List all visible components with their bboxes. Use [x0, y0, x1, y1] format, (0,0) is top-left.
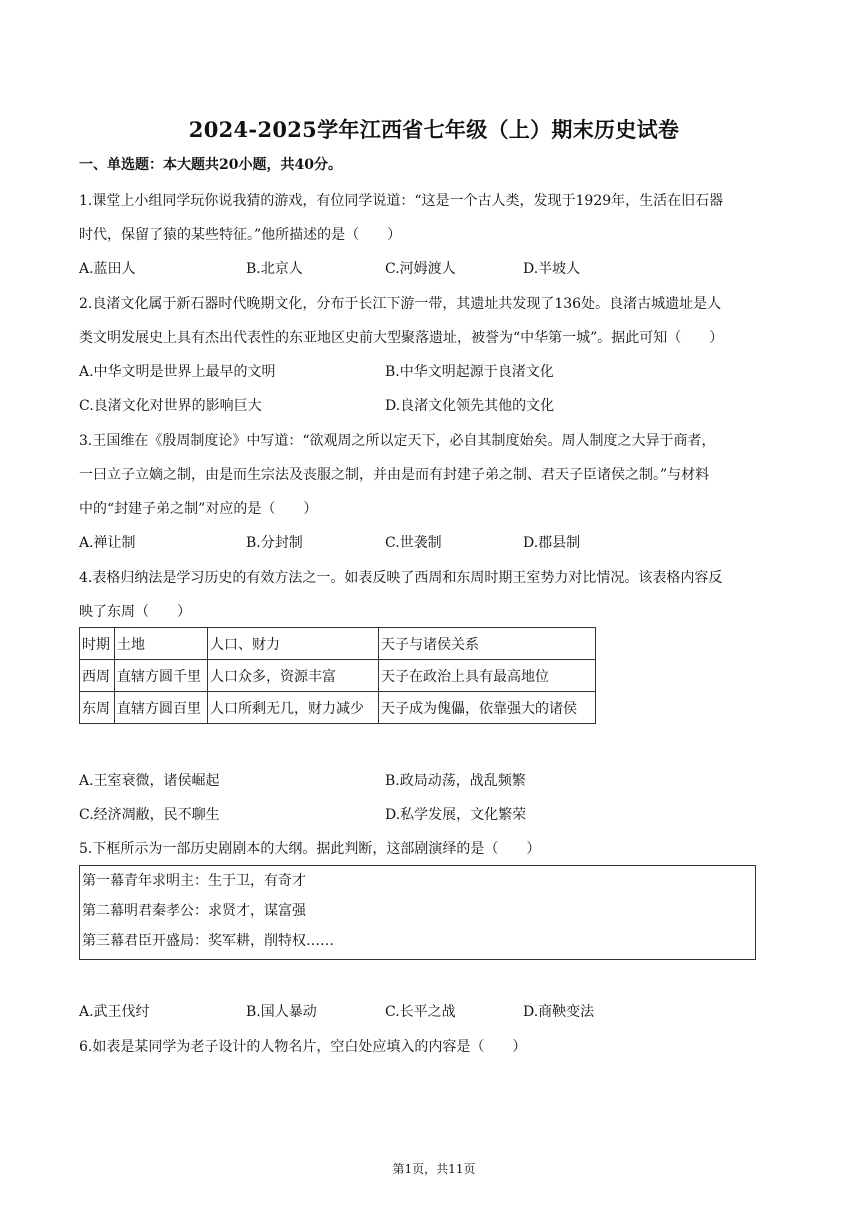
table-cell: 天子与诸侯关系: [379, 628, 596, 660]
q3-option-a: A.禅让制: [79, 535, 136, 551]
page-title: 2024-2025学年江西省七年级（上）期末历史试卷: [188, 117, 680, 142]
question-3-line-1: 3.王国维在《殷周制度论》中写道：“欲观周之所以定天下，必自其制度始矣。周人制度之大异于商者，: [79, 433, 716, 449]
page-footer: 第1页，共11页: [392, 1162, 476, 1176]
table-cell: 土地: [115, 628, 208, 660]
table-cell: 人口众多，资源丰富: [208, 660, 379, 692]
table-cell: 东周: [80, 692, 115, 724]
outline-line: 第二幕明君秦孝公：求贤才，谋富强: [82, 903, 306, 919]
q4-option-a: A.王室衰微，诸侯崛起: [79, 773, 220, 789]
table-row: [80, 692, 596, 724]
section-heading: 一、单选题：本大题共20小题，共40分。: [79, 157, 342, 173]
q1-option-b: B.北京人: [246, 261, 303, 277]
script-outline-box: [79, 865, 756, 960]
table-cell: 人口、财力: [208, 628, 379, 660]
q4-option-c: C.经济凋敝，民不聊生: [79, 807, 220, 823]
q5-option-b: B.国人暴动: [246, 1004, 317, 1020]
table-cell: 时期: [80, 628, 115, 660]
q1-option-a: A.蓝田人: [79, 261, 136, 277]
q4-option-b: B.政局动荡，战乱频繁: [385, 773, 526, 789]
question-2-line-2: 类文明发展史上具有杰出代表性的东亚地区史前大型聚落遗址，被誉为“中华第一城”。据此可知（ ）: [79, 330, 724, 346]
q2-option-a: A.中华文明是世界上最早的文明: [79, 364, 276, 380]
q2-option-c: C.良渚文化对世界的影响巨大: [79, 398, 262, 414]
table-cell: 西周: [80, 660, 115, 692]
q2-option-b: B.中华文明起源于良渚文化: [385, 364, 554, 380]
q3-option-c: C.世袭制: [385, 535, 442, 551]
comparison-table: [79, 627, 596, 724]
table-row: [80, 660, 596, 692]
table-cell: 天子成为傀儡，依靠强大的诸侯: [379, 692, 596, 724]
table-cell: 天子在政治上具有最高地位: [379, 660, 596, 692]
table-cell: 直辖方圆百里: [115, 692, 208, 724]
q1-option-d: D.半坡人: [523, 261, 581, 277]
table-header-row: [80, 628, 596, 660]
q5-option-d: D.商鞅变法: [523, 1004, 595, 1020]
question-3-line-3: 中的“封建子弟之制”对应的是（ ）: [79, 501, 318, 517]
table-cell: 人口所剩无几，财力减少: [208, 692, 379, 724]
question-2-line-1: 2.良渚文化属于新石器时代晚期文化，分布于长江下游一带，其遗址共发现了136处。良渚古城遗址是人: [79, 296, 722, 312]
question-1-line-2: 时代，保留了猿的某些特征。”他所描述的是（ ）: [79, 227, 402, 243]
question-3-line-2: 一曰立子立嫡之制，由是而生宗法及丧服之制，并由是而有封建子弟之制、君天子臣诸侯之制。”与材料: [79, 467, 710, 483]
outline-line: 第一幕青年求明主：生于卫，有奇才: [82, 873, 306, 889]
q2-option-d: D.良渚文化领先其他的文化: [385, 398, 555, 414]
question-4-line-2: 映了东周（ ）: [79, 604, 191, 620]
question-5-line-1: 5.下框所示为一部历史剧剧本的大纲。据此判断，这部剧演绎的是（ ）: [79, 841, 541, 857]
question-4-line-1: 4.表格归纳法是学习历史的有效方法之一。如表反映了西周和东周时期王室势力对比情况。该表格内容反: [79, 570, 723, 586]
q5-option-a: A.武王伐纣: [79, 1004, 150, 1020]
q3-option-d: D.郡县制: [523, 535, 581, 551]
q4-option-d: D.私学发展，文化繁荣: [385, 807, 527, 823]
table-cell: 直辖方圆千里: [115, 660, 208, 692]
outline-line: 第三幕君臣开盛局：奖军耕，削特权……: [82, 933, 334, 949]
question-1-line-1: 1.课堂上小组同学玩你说我猜的游戏，有位同学说道：“这是一个古人类，发现于1929年，生活在旧石器: [79, 193, 724, 209]
question-6-line-1: 6.如表是某同学为老子设计的人物名片，空白处应填入的内容是（ ）: [79, 1039, 527, 1055]
q5-option-c: C.长平之战: [385, 1004, 456, 1020]
q3-option-b: B.分封制: [246, 535, 303, 551]
q1-option-c: C.河姆渡人: [385, 261, 456, 277]
